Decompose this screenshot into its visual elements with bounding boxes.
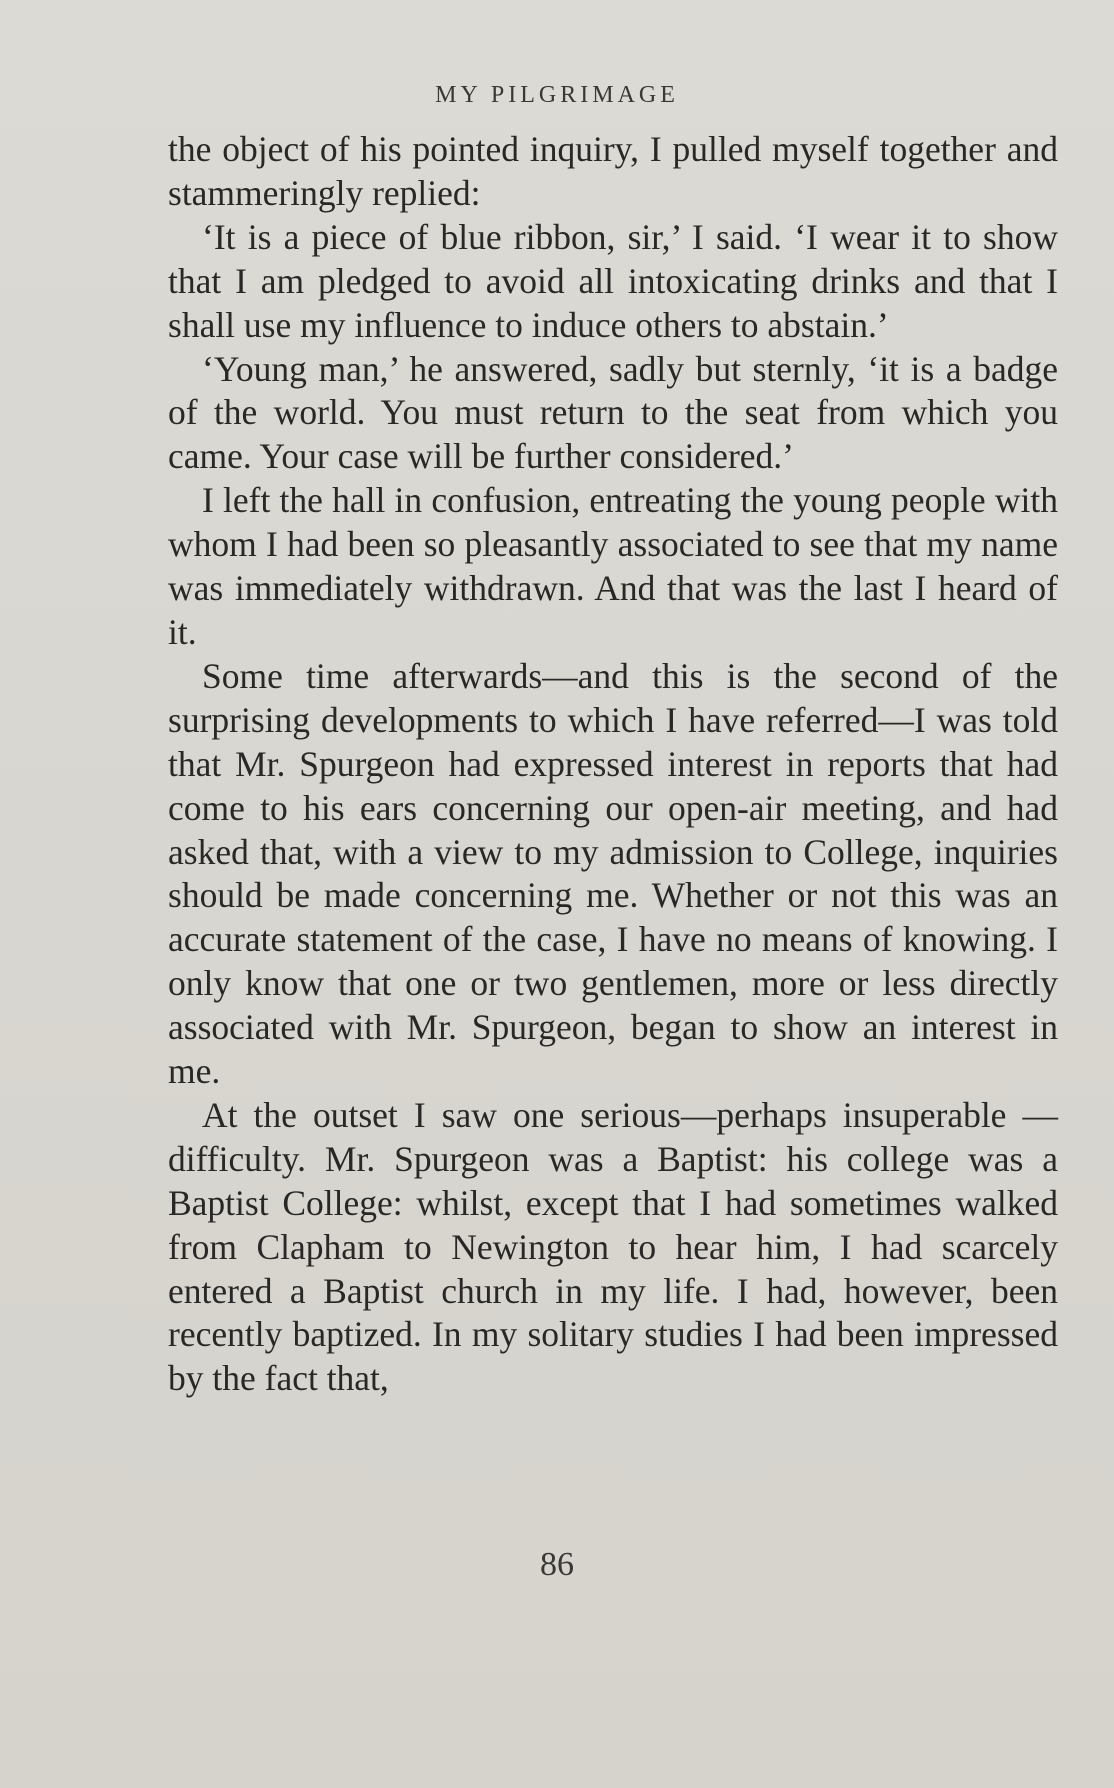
paragraph: I left the hall in confusion, entreating the young people with whom I had been so pleasantly associated to see that my name was immediately withdrawn. And that was the last I heard of it.: [168, 480, 1058, 652]
paragraph: ‘It is a piece of blue ribbon, sir,’ I said. ‘I wear it to show that I am pledged to avoid all intoxicating drinks and that I shall use my influence to induce others to abstain.’: [168, 216, 1058, 345]
paragraph: ‘Young man,’ he answered, sadly but sternly, ‘it is a badge of the world. You must return to the seat from which you came. Your case will be further considered.’: [168, 348, 1058, 477]
running-head: MY PILGRIMAGE: [435, 82, 679, 108]
body-text: [168, 128, 1058, 1401]
page-number: 86: [540, 1546, 574, 1583]
paragraph: the object of his pointed inquiry, I pulled myself together and stammeringly replied:: [168, 129, 1058, 213]
paragraph: At the outset I saw one serious—perhaps insuperable —difficulty. Mr. Spurgeon was a Baptist: his college was a Baptist College: whilst, except that I had sometimes walked from Clapham to Newington to hear him, I had scarcely entered a Baptist church in my life. I had, however, been recently baptized. In my solitary studies I had been impressed by the fact that,: [168, 1094, 1058, 1399]
paragraph: Some time afterwards—and this is the second of the surprising developments to which I have referred—I was told that Mr. Spurgeon had expressed interest in reports that had come to his ears concerning our open-air meeting, and had asked that, with a view to my admission to College, inquiries should be made concerning me. Whether or not this was an accurate statement of the case, I have no means of knowing. I only know that one or two gentlemen, more or less directly associated with Mr. Spurgeon, began to show an interest in me.: [168, 655, 1058, 1092]
